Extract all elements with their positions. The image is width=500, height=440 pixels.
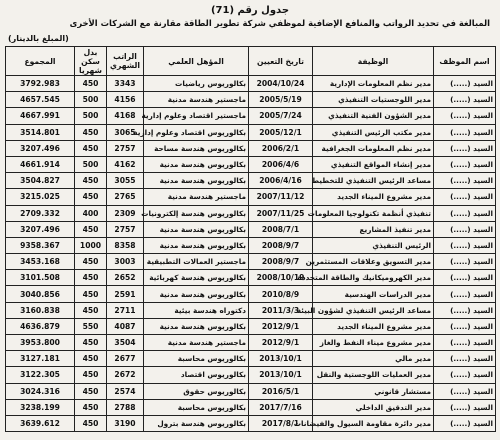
total-cell: 3215.025 (6, 189, 75, 205)
hire-date-cell: 2012/9/1 (249, 335, 313, 351)
qualification-cell: بكالوريوس هندسة مدنية (144, 318, 249, 334)
total-cell: 4667.991 (6, 108, 75, 124)
qualification-cell: بكالوريوس هندسة مدنية (144, 156, 249, 172)
qualification-cell: بكالوريوس حقوق (144, 383, 249, 399)
job-title-cell: مدير التسويق وعلاقات المستثمرين (313, 254, 434, 270)
table-row (6, 205, 496, 221)
total-cell: 3639.612 (6, 415, 75, 431)
table-row (6, 156, 496, 172)
employee-name-cell: السيد (.....) (434, 221, 496, 237)
qualification-cell: بكالوريوس هندسة إلكترونيات (144, 205, 249, 221)
employee-name-cell: السيد (.....) (434, 92, 496, 108)
qualification-cell: بكالوريوس اقتصاد وعلوم إدارية (144, 124, 249, 140)
qualification-cell: بكالوريوس هندسة مدنية (144, 221, 249, 237)
table-row (6, 237, 496, 253)
table-row (6, 140, 496, 156)
currency-note: (المبلغ بالدينار) (8, 34, 69, 43)
monthly-salary-cell: 4087 (107, 318, 144, 334)
employee-name-cell: السيد (.....) (434, 156, 496, 172)
salary-table (5, 46, 496, 432)
qualification-cell: بكالوريوس هندسة بترول (144, 415, 249, 431)
housing-allowance-cell: 450 (75, 221, 107, 237)
monthly-salary-cell: 2765 (107, 189, 144, 205)
housing-allowance-cell: 550 (75, 318, 107, 334)
monthly-salary-cell: 8358 (107, 237, 144, 253)
employee-name-cell: السيد (.....) (434, 237, 496, 253)
employee-name-cell: السيد (.....) (434, 108, 496, 124)
hire-date-cell: 2013/10/1 (249, 351, 313, 367)
total-cell: 9358.367 (6, 237, 75, 253)
monthly-salary-cell: 3003 (107, 254, 144, 270)
qualification-cell: بكالوريوس هندسة مساحة (144, 140, 249, 156)
monthly-salary-cell: 2652 (107, 270, 144, 286)
total-cell: 3504.827 (6, 173, 75, 189)
employee-name-cell: السيد (.....) (434, 205, 496, 221)
housing-allowance-cell: 1000 (75, 237, 107, 253)
housing-allowance-cell: 450 (75, 76, 107, 92)
housing-allowance-cell: 500 (75, 156, 107, 172)
hire-date-cell: 2008/7/1 (249, 221, 313, 237)
job-title-cell: مدير مكتب الرئيس التنفيذي (313, 124, 434, 140)
table-row (6, 318, 496, 334)
hire-date-cell: 2007/11/12 (249, 189, 313, 205)
header-total: المجموع (6, 47, 75, 76)
total-cell: 3238.199 (6, 399, 75, 415)
housing-allowance-cell: 450 (75, 367, 107, 383)
job-title-cell: مدير الشؤون الفنية التنفيذي (313, 108, 434, 124)
qualification-cell: ماجستير هندسة مدنية (144, 92, 249, 108)
hire-date-cell: 2016/5/1 (249, 383, 313, 399)
hire-date-cell: 2004/10/24 (249, 76, 313, 92)
total-cell: 3122.305 (6, 367, 75, 383)
qualification-cell: ماجستير هندسة مدنية (144, 189, 249, 205)
table-number-title: جدول رقم (71) (210, 5, 290, 16)
employee-name-cell: السيد (.....) (434, 302, 496, 318)
qualification-cell: بكالوريوس محاسبة (144, 399, 249, 415)
monthly-salary-cell: 3055 (107, 173, 144, 189)
total-cell: 3953.800 (6, 335, 75, 351)
total-cell: 3207.496 (6, 221, 75, 237)
monthly-salary-cell: 2757 (107, 140, 144, 156)
qualification-cell: بكالوريوس اقتصاد (144, 367, 249, 383)
header-salary: الراتب الشهري (107, 47, 144, 76)
table-row (6, 383, 496, 399)
hire-date-cell: 2011/3/3 (249, 302, 313, 318)
job-title-cell: مدير مالي (313, 351, 434, 367)
total-cell: 4661.914 (6, 156, 75, 172)
housing-allowance-cell: 450 (75, 351, 107, 367)
monthly-salary-cell: 2672 (107, 367, 144, 383)
table-row (6, 399, 496, 415)
hire-date-cell: 2006/4/16 (249, 173, 313, 189)
employee-name-cell: السيد (.....) (434, 351, 496, 367)
job-title-cell: تنفيذي أنظمة تكنولوجيا المعلومات (313, 205, 434, 221)
qualification-cell: ماجستير هندسة مدنية (144, 335, 249, 351)
job-title-cell: مدير الدراسات الهندسية (313, 286, 434, 302)
housing-allowance-cell: 450 (75, 335, 107, 351)
job-title-cell: مدير العمليات اللوجستية والنقل (313, 367, 434, 383)
monthly-salary-cell: 4168 (107, 108, 144, 124)
table-header-row (6, 47, 496, 76)
employee-name-cell: السيد (.....) (434, 270, 496, 286)
qualification-cell: بكالوريوس محاسبة (144, 351, 249, 367)
job-title-cell: مساعد الرئيس التنفيذي لشؤون البيئة (313, 302, 434, 318)
table-row (6, 351, 496, 367)
housing-allowance-cell: 450 (75, 173, 107, 189)
employee-name-cell: السيد (.....) (434, 335, 496, 351)
table-subtitle: المبالغة في تحديد الرواتب والمنافع الإضافية لموظفي شركة تطوير الطاقة مقارنة مع الشركات الأخرى (69, 18, 490, 28)
housing-allowance-cell: 450 (75, 302, 107, 318)
total-cell: 3127.181 (6, 351, 75, 367)
housing-allowance-cell: 450 (75, 270, 107, 286)
hire-date-cell: 2017/8/1 (249, 415, 313, 431)
monthly-salary-cell: 2788 (107, 399, 144, 415)
employee-name-cell: السيد (.....) (434, 140, 496, 156)
monthly-salary-cell: 2574 (107, 383, 144, 399)
total-cell: 3040.856 (6, 286, 75, 302)
qualification-cell: بكالوريوس هندسة مدنية (144, 286, 249, 302)
qualification-cell: دكتوراه هندسة بيئية (144, 302, 249, 318)
table-row (6, 302, 496, 318)
hire-date-cell: 2006/2/1 (249, 140, 313, 156)
monthly-salary-cell: 3343 (107, 76, 144, 92)
table-row (6, 221, 496, 237)
monthly-salary-cell: 3065 (107, 124, 144, 140)
table-row (6, 415, 496, 431)
employee-name-cell: السيد (.....) (434, 399, 496, 415)
job-title-cell: مدير إنشاء المواقع التنفيذي (313, 156, 434, 172)
monthly-salary-cell: 2309 (107, 205, 144, 221)
hire-date-cell: 2005/12/1 (249, 124, 313, 140)
header-name: اسم الموظف (434, 47, 496, 76)
housing-allowance-cell: 450 (75, 254, 107, 270)
job-title-cell: مدير التدقيق الداخلي (313, 399, 434, 415)
job-title-cell: مدير مشروع الميناء الجديد (313, 189, 434, 205)
housing-allowance-cell: 450 (75, 189, 107, 205)
job-title-cell: مساعد الرئيس التنفيذي للتخطيط (313, 173, 434, 189)
table-row (6, 108, 496, 124)
housing-allowance-cell: 500 (75, 108, 107, 124)
qualification-cell: ماجستير العمالات التطبيقية (144, 254, 249, 270)
housing-allowance-cell: 450 (75, 383, 107, 399)
table-row (6, 270, 496, 286)
monthly-salary-cell: 3190 (107, 415, 144, 431)
total-cell: 3792.983 (6, 76, 75, 92)
hire-date-cell: 2005/5/19 (249, 92, 313, 108)
total-cell: 3207.496 (6, 140, 75, 156)
hire-date-cell: 2013/10/1 (249, 367, 313, 383)
total-cell: 2709.332 (6, 205, 75, 221)
housing-allowance-cell: 450 (75, 286, 107, 302)
table-row (6, 76, 496, 92)
total-cell: 4636.879 (6, 318, 75, 334)
total-cell: 4657.545 (6, 92, 75, 108)
qualification-cell: بكالوريوس رياضيات (144, 76, 249, 92)
housing-allowance-cell: 450 (75, 399, 107, 415)
hire-date-cell: 2005/7/24 (249, 108, 313, 124)
table-row (6, 367, 496, 383)
employee-name-cell: السيد (.....) (434, 286, 496, 302)
employee-name-cell: السيد (.....) (434, 383, 496, 399)
employee-name-cell: السيد (.....) (434, 173, 496, 189)
monthly-salary-cell: 4162 (107, 156, 144, 172)
total-cell: 3024.316 (6, 383, 75, 399)
hire-date-cell: 2008/9/7 (249, 254, 313, 270)
qualification-cell: بكالوريوس هندسة كهربائية (144, 270, 249, 286)
monthly-salary-cell: 3504 (107, 335, 144, 351)
job-title-cell: مدير نظم المعلومات الإدارية (313, 76, 434, 92)
housing-allowance-cell: 450 (75, 124, 107, 140)
job-title-cell: مستشار قانوني (313, 383, 434, 399)
header-qualification: المؤهل العلمي (144, 47, 249, 76)
employee-name-cell: السيد (.....) (434, 76, 496, 92)
employee-name-cell: السيد (.....) (434, 415, 496, 431)
table-row (6, 189, 496, 205)
table-row (6, 173, 496, 189)
table-row (6, 286, 496, 302)
total-cell: 3453.168 (6, 254, 75, 270)
hire-date-cell: 2012/9/1 (249, 318, 313, 334)
header-housing: بدل سكن شهريا (75, 47, 107, 76)
header-date: تاريخ التعيين (249, 47, 313, 76)
employee-name-cell: السيد (.....) (434, 189, 496, 205)
housing-allowance-cell: 400 (75, 205, 107, 221)
qualification-cell: بكالوريوس هندسة مدنية (144, 173, 249, 189)
qualification-cell: ماجستير اقتصاد وعلوم إدارية (144, 108, 249, 124)
employee-name-cell: السيد (.....) (434, 318, 496, 334)
monthly-salary-cell: 2677 (107, 351, 144, 367)
job-title-cell: الرئيس التنفيذي (313, 237, 434, 253)
job-title-cell: مدير اللوجستيات التنفيذي (313, 92, 434, 108)
job-title-cell: مدير نظم المعلومات الجغرافية (313, 140, 434, 156)
hire-date-cell: 2007/11/25 (249, 205, 313, 221)
total-cell: 3160.838 (6, 302, 75, 318)
table-row (6, 335, 496, 351)
total-cell: 3101.508 (6, 270, 75, 286)
monthly-salary-cell: 2757 (107, 221, 144, 237)
hire-date-cell: 2006/4/6 (249, 156, 313, 172)
table-row (6, 92, 496, 108)
job-title-cell: مدير مشروع الميناء الجديد (313, 318, 434, 334)
employee-name-cell: السيد (.....) (434, 124, 496, 140)
job-title-cell: مدير مشروع ميناء النفط والغاز (313, 335, 434, 351)
employee-name-cell: السيد (.....) (434, 254, 496, 270)
monthly-salary-cell: 2711 (107, 302, 144, 318)
table-row (6, 254, 496, 270)
table-body (6, 76, 496, 432)
monthly-salary-cell: 2591 (107, 286, 144, 302)
housing-allowance-cell: 450 (75, 415, 107, 431)
hire-date-cell: 2008/9/7 (249, 237, 313, 253)
housing-allowance-cell: 500 (75, 92, 107, 108)
employee-name-cell: السيد (.....) (434, 367, 496, 383)
housing-allowance-cell: 450 (75, 140, 107, 156)
job-title-cell: مدير الكهروميكانيك والطاقة المتجددة (313, 270, 434, 286)
qualification-cell: بكالوريوس هندسة مدنية (144, 237, 249, 253)
job-title-cell: مدير تنفيذ المشاريع (313, 221, 434, 237)
hire-date-cell: 2010/8/9 (249, 286, 313, 302)
monthly-salary-cell: 4156 (107, 92, 144, 108)
header-job: الوظيفة (313, 47, 434, 76)
hire-date-cell: 2008/10/19 (249, 270, 313, 286)
job-title-cell: مدير دائرة مقاومة السيول والفيضانات (313, 415, 434, 431)
hire-date-cell: 2017/7/16 (249, 399, 313, 415)
table-row (6, 124, 496, 140)
total-cell: 3514.801 (6, 124, 75, 140)
